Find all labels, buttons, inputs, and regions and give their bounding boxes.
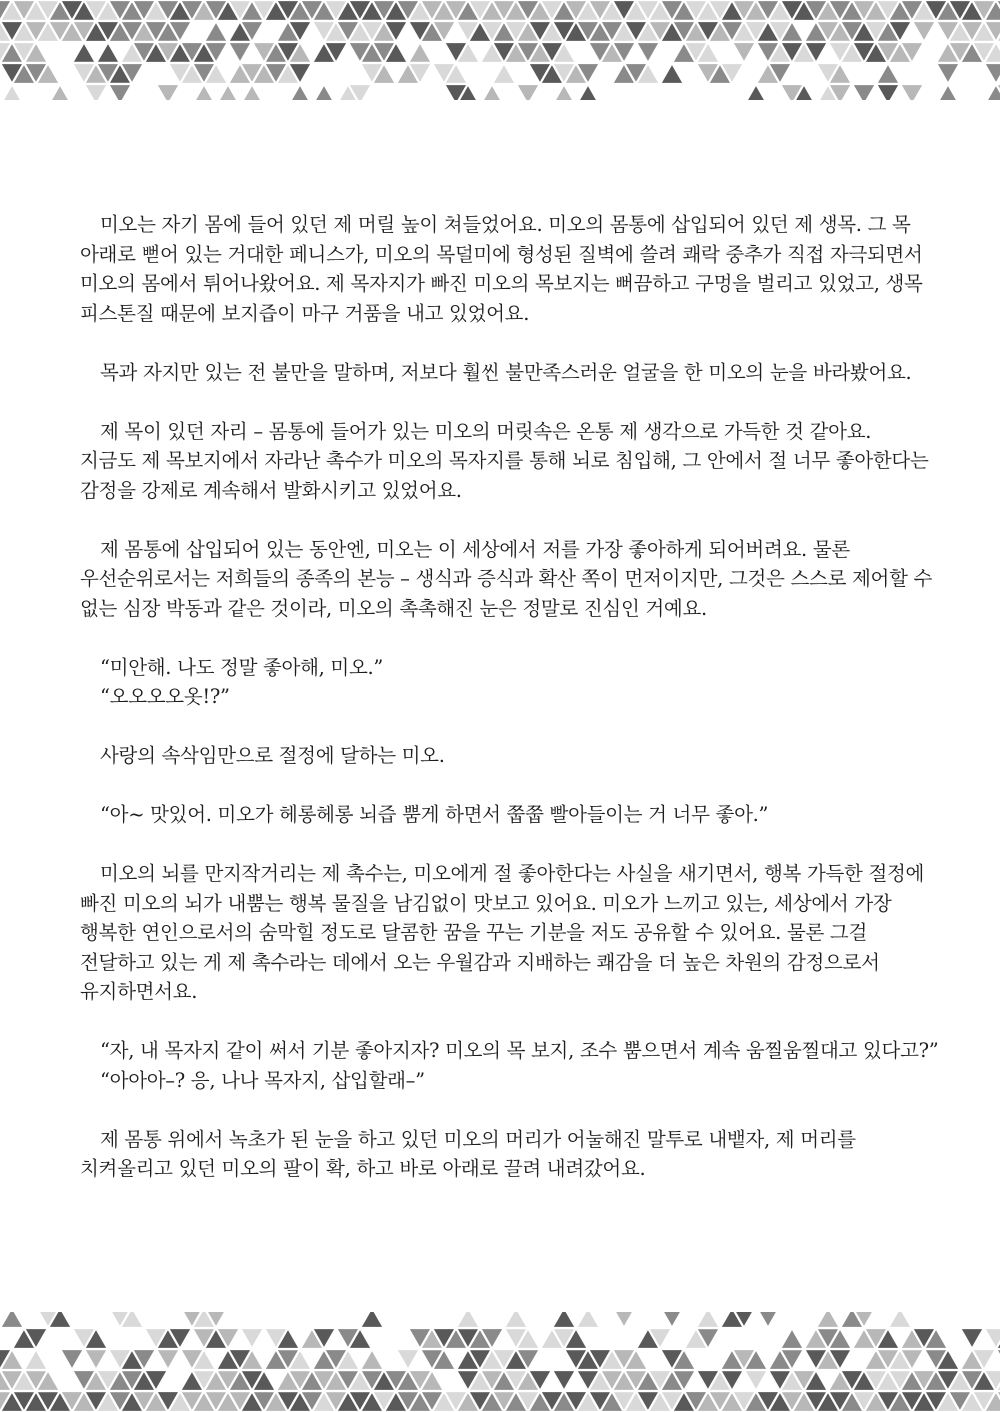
triangle-pattern-icon: [0, 1312, 1000, 1412]
triangle-tile: [0, 84, 24, 100]
triangle-tile: [408, 42, 432, 63]
triangle-tile: [288, 84, 312, 100]
dialogue-line: “아~ 맛있어. 미오가 헤롱헤롱 뇌즙 뿜게 하면서 쭙쭙 빨아들이는 거 너무 좋아.”: [100, 803, 769, 826]
text-line: 전달하고 있는 게 제 촉수라는 데에서 오는 우월감과 지배하는 쾌감을 더 높은 차원의 감정으로서: [80, 950, 880, 974]
dialogue: [80, 800, 930, 830]
triangle-tile: [888, 1312, 912, 1328]
text-line: 제 목이 있던 자리 – 몸통에 들어가 있는 미오의 머릿속은 온통 제 생각으로 가득한 것 같아요.: [100, 419, 872, 443]
triangle-tile: [876, 84, 900, 100]
triangle-tile: [360, 1349, 384, 1370]
text-line: 지금도 제 목보지에서 자라난 촉수가 미오의 목자지를 통해 뇌로 침입해, 그 안에서 절 너무 좋아한다는: [80, 449, 929, 472]
dialogue-line: “미안해. 나도 정말 좋아해, 미오.”: [100, 655, 384, 679]
triangle-tile: [852, 84, 876, 100]
triangle-tile: [492, 63, 516, 84]
paragraph: [80, 210, 930, 328]
triangle-tile: [156, 1349, 180, 1370]
triangle-tile: [744, 84, 768, 100]
triangle-tile: [816, 1312, 840, 1328]
paragraph: [80, 741, 930, 771]
paragraph: [80, 1125, 930, 1184]
text-line: 사랑의 속삭임만으로 절정에 달하는 미오.: [100, 744, 445, 767]
triangle-tile: [216, 84, 240, 100]
text-line: 행복한 연인으로서의 숨막힐 정도로 달콤한 꿈을 꾸는 기분을 저도 공유할 수 있어요. 물론 그걸: [80, 921, 867, 944]
text-line: 목과 자지만 있는 전 불만을 말하며, 저보다 훨씬 불만족스러운 얼굴을 한 미오의 눈을 바라봤어요.: [100, 360, 912, 384]
text-line: 미오의 뇌를 만지작거리는 제 촉수는, 미오에게 절 좋아한다는 사실을 새기면서, 행복 가득한 절정에: [100, 862, 925, 885]
triangle-tile: [84, 1349, 108, 1370]
triangle-tile: [204, 21, 228, 42]
triangle-tile: [660, 1312, 684, 1328]
triangle-tile: [516, 84, 540, 100]
dialogue-line: “오오오오옷!?”: [100, 685, 230, 708]
dialogue-line: “아아아–? 응, 나나 목자지, 삽입할래–”: [100, 1068, 425, 1092]
text-line: 치켜올리고 있던 미오의 팔이 확, 하고 바로 아래로 끌려 내려갔어요.: [80, 1157, 646, 1180]
text-line: 제 몸통 위에서 녹초가 된 눈을 하고 있던 미오의 머리가 어눌해진 말투로 내뱉자, 제 머리를: [100, 1127, 856, 1151]
triangle-tile: [504, 1312, 528, 1328]
triangle-tile: [360, 1312, 384, 1328]
dialogue: [80, 1036, 939, 1095]
triangle-pattern-icon: [0, 0, 1000, 100]
triangle-tile: [240, 84, 264, 100]
triangle-tile: [156, 84, 180, 100]
triangle-tile: [936, 84, 960, 100]
triangle-tile: [900, 84, 924, 100]
text-line: 피스톤질 때문에 보지즙이 마구 거품을 내고 있었어요.: [80, 301, 530, 325]
triangle-tile: [984, 63, 1000, 84]
triangle-tile: [612, 1312, 636, 1328]
triangle-tile: [552, 1370, 576, 1391]
triangle-tile: [660, 63, 684, 84]
triangle-tile: [780, 1328, 804, 1349]
paragraph: [80, 358, 930, 388]
triangle-tile: [240, 1328, 264, 1349]
triangle-tile: [552, 1312, 576, 1328]
triangle-tile: [480, 84, 504, 100]
bottom-triangle-border: [0, 1312, 1000, 1412]
triangle-tile: [696, 1312, 720, 1328]
text-line: 감정을 강제로 계속해서 발화시키고 있었어요.: [80, 478, 462, 502]
triangle-tile: [636, 42, 660, 63]
triangle-tile: [60, 1349, 84, 1370]
triangle-tile: [996, 1349, 1000, 1370]
triangle-tile: [936, 63, 960, 84]
triangle-tile: [84, 84, 108, 100]
text-line: 없는 심장 박동과 같은 것이라, 미오의 촉촉해진 눈은 정말로 진심인 거예요.: [80, 596, 707, 620]
triangle-tile: [312, 84, 336, 100]
triangle-tile: [108, 84, 132, 100]
paragraph: [80, 535, 933, 624]
text-line: 유지하면서요.: [80, 980, 198, 1003]
triangle-tile: [24, 1349, 48, 1370]
text-line: 우선순위로서는 저희들의 종족의 본능 – 생식과 증식과 확산 쪽이 먼저이지만, 그것은 스스로 제어할 수: [80, 567, 933, 590]
triangle-tile: [228, 42, 252, 63]
triangle-tile: [960, 1328, 984, 1349]
dialogue-line: “자, 내 목자지 같이 써서 기분 좋아지자? 미오의 목 보지, 조수 뿜으면서 계속 움찔움찔대고 있다고?”: [100, 1039, 939, 1062]
text-line: 아래로 뻗어 있는 거대한 페니스가, 미오의 목덜미에 형성된 질벽에 쓸려 쾌락 중추가 직접 자극되면서: [80, 242, 923, 266]
paragraph: [80, 417, 930, 506]
triangle-tile: [552, 84, 576, 100]
triangle-tile: [0, 1312, 24, 1328]
text-line: 제 몸통에 삽입되어 있는 동안엔, 미오는 이 세상에서 저를 가장 좋아하게 되어버려요. 물론: [100, 537, 850, 561]
triangle-tile: [96, 42, 120, 63]
triangle-tile: [876, 63, 900, 84]
paragraph: [80, 859, 930, 1007]
triangle-tile: [192, 84, 216, 100]
triangle-tile: [744, 1370, 768, 1391]
dialogue: [80, 653, 930, 712]
triangle-tile: [756, 1312, 780, 1328]
top-triangle-border: [0, 0, 1000, 100]
text-line: 미오는 자기 몸에 들어 있던 제 머릴 높이 쳐들었어요. 미오의 몸통에 삽입되어 있던 제 생목. 그 목: [100, 213, 911, 236]
story-text: [80, 210, 939, 1184]
text-line: 미오의 몸에서 튀어나왔어요. 제 목자지가 빠진 미오의 목보지는 뻐끔하고 구멍을 벌리고 있었고, 생목: [80, 272, 923, 295]
triangle-tile: [48, 84, 72, 100]
triangle-tile: [576, 84, 600, 100]
triangle-tile: [396, 1349, 420, 1370]
triangle-tile: [72, 42, 96, 63]
triangle-tile: [576, 1312, 600, 1328]
triangle-tile: [456, 1312, 480, 1328]
text-line: 빠진 미오의 뇌가 내뿜는 행복 물질을 남김없이 맛보고 있어요. 미오가 느끼고 있는, 세상에서 가장: [80, 891, 892, 915]
triangle-tile: [732, 42, 756, 63]
triangle-tile: [912, 21, 936, 42]
